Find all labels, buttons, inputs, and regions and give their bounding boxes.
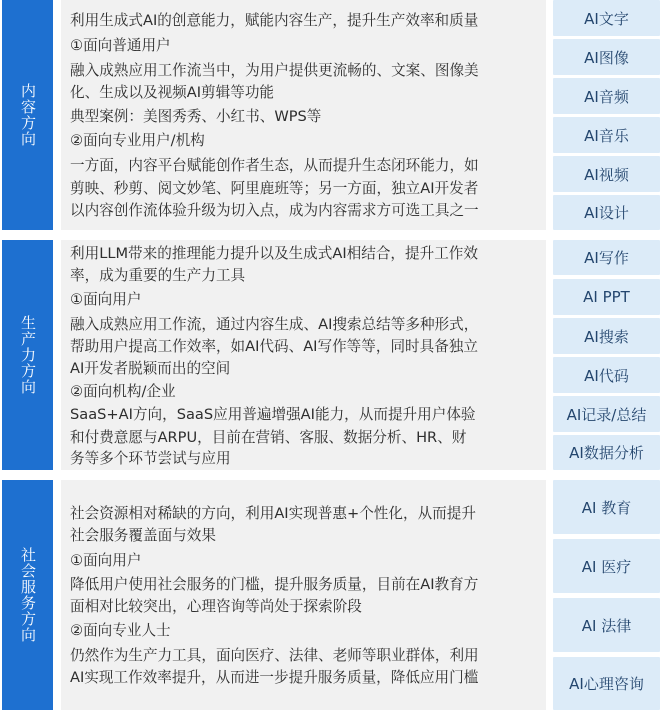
desc-line: 利用LLM带来的推理能力提升以及生成式AI相结合，提升工作效 <box>70 245 478 262</box>
tag-column <box>553 0 660 230</box>
section-label <box>2 240 53 470</box>
section-description <box>61 480 546 710</box>
desc-line: SaaS+AI方向，SaaS应用普遍增强AI能力，从而提升用户体验 <box>70 406 476 423</box>
tag-column <box>553 240 660 470</box>
tag-ai-search: AI搜索 <box>553 318 660 354</box>
section-label-text: 内容方向 <box>19 83 37 147</box>
desc-line: 利用生成式AI的创意能力，赋能内容生产，提升生产效率和质量 <box>70 12 479 29</box>
section-label <box>2 0 53 230</box>
tag-ai-music: AI音乐 <box>553 117 660 153</box>
tag-ai-code: AI代码 <box>553 357 660 393</box>
desc-line: ①面向普通用户 <box>70 37 171 54</box>
section-productivity <box>2 240 660 470</box>
tag-ai-medical: AI 医疗 <box>553 539 660 593</box>
desc-line: 融入成熟应用工作流，通过内容生成、AI搜索总结等多种形式， <box>70 316 479 333</box>
desc-line: ①面向用户 <box>70 291 142 308</box>
desc-line: ①面向用户 <box>70 552 142 569</box>
tag-ai-text: AI文字 <box>553 0 660 36</box>
section-content <box>2 0 660 230</box>
section-label-text: 生产力方向 <box>19 315 37 395</box>
desc-line: 剪映、秒剪、阅文妙笔、阿里鹿班等；另一方面，独立AI开发者 <box>70 180 479 197</box>
tag-ai-ppt: AI PPT <box>553 279 660 315</box>
tag-column <box>553 480 660 710</box>
desc-line: 降低用户使用社会服务的门槛，提升服务质量，目前在AI教育方 <box>70 576 479 593</box>
desc-line: ②面向专业用户/机构 <box>70 132 205 149</box>
desc-line: 化、生成以及视频AI剪辑等功能 <box>70 84 275 101</box>
desc-line: AI实现工作效率提升，从而进一步提升服务质量，降低应用门槛 <box>70 669 479 686</box>
section-description <box>61 240 546 470</box>
desc-line: 率，成为重要的生产力工具 <box>70 267 246 284</box>
tag-ai-legal: AI 法律 <box>553 598 660 652</box>
desc-line: 务等多个环节尝试与应用 <box>70 450 231 467</box>
desc-line: 帮助用户提高工作效率，如AI代码、AI写作等等，同时具备独立 <box>70 338 479 355</box>
desc-line: 融入成熟应用工作流当中，为用户提供更流畅的、文案、图像美 <box>70 62 479 79</box>
section-description <box>61 0 546 230</box>
tag-ai-data-analysis: AI数据分析 <box>553 435 660 470</box>
desc-line: 社会资源相对稀缺的方向，利用AI实现普惠+个性化，从而提升 <box>70 505 476 522</box>
tag-ai-image: AI图像 <box>553 39 660 75</box>
tag-ai-audio: AI音频 <box>553 78 660 114</box>
desc-line: 社会服务覆盖面与效果 <box>70 527 216 544</box>
desc-line: ②面向专业人士 <box>70 622 171 639</box>
desc-line: 以内容创作流体验升级为切入点，成为内容需求方可选工具之一 <box>70 202 479 219</box>
section-social-service <box>2 480 660 710</box>
desc-line: 典型案例：美图秀秀、小红书、WPS等 <box>70 108 322 125</box>
tag-ai-counseling: AI心理咨询 <box>553 657 660 710</box>
tag-ai-design: AI设计 <box>553 195 660 230</box>
desc-line: 面相对比较突出，心理咨询等尚处于探索阶段 <box>70 598 362 615</box>
desc-line: 和付费意愿与ARPU，目前在营销、客服、数据分析、HR、财 <box>70 429 467 446</box>
section-label-text: 社会服务方向 <box>19 547 37 643</box>
tag-ai-writing: AI写作 <box>553 240 660 275</box>
desc-line: AI开发者脱颖而出的空间 <box>70 360 231 377</box>
tag-ai-education: AI 教育 <box>553 480 660 534</box>
tag-ai-video: AI视频 <box>553 156 660 192</box>
section-label <box>2 480 53 710</box>
tag-ai-notes: AI记录/总结 <box>553 396 660 432</box>
desc-line: 仍然作为生产力工具，面向医疗、法律、老师等职业群体，利用 <box>70 647 479 664</box>
desc-line: ②面向机构/企业 <box>70 383 176 400</box>
desc-line: 一方面，内容平台赋能创作者生态，从而提升生态闭环能力，如 <box>70 157 479 174</box>
